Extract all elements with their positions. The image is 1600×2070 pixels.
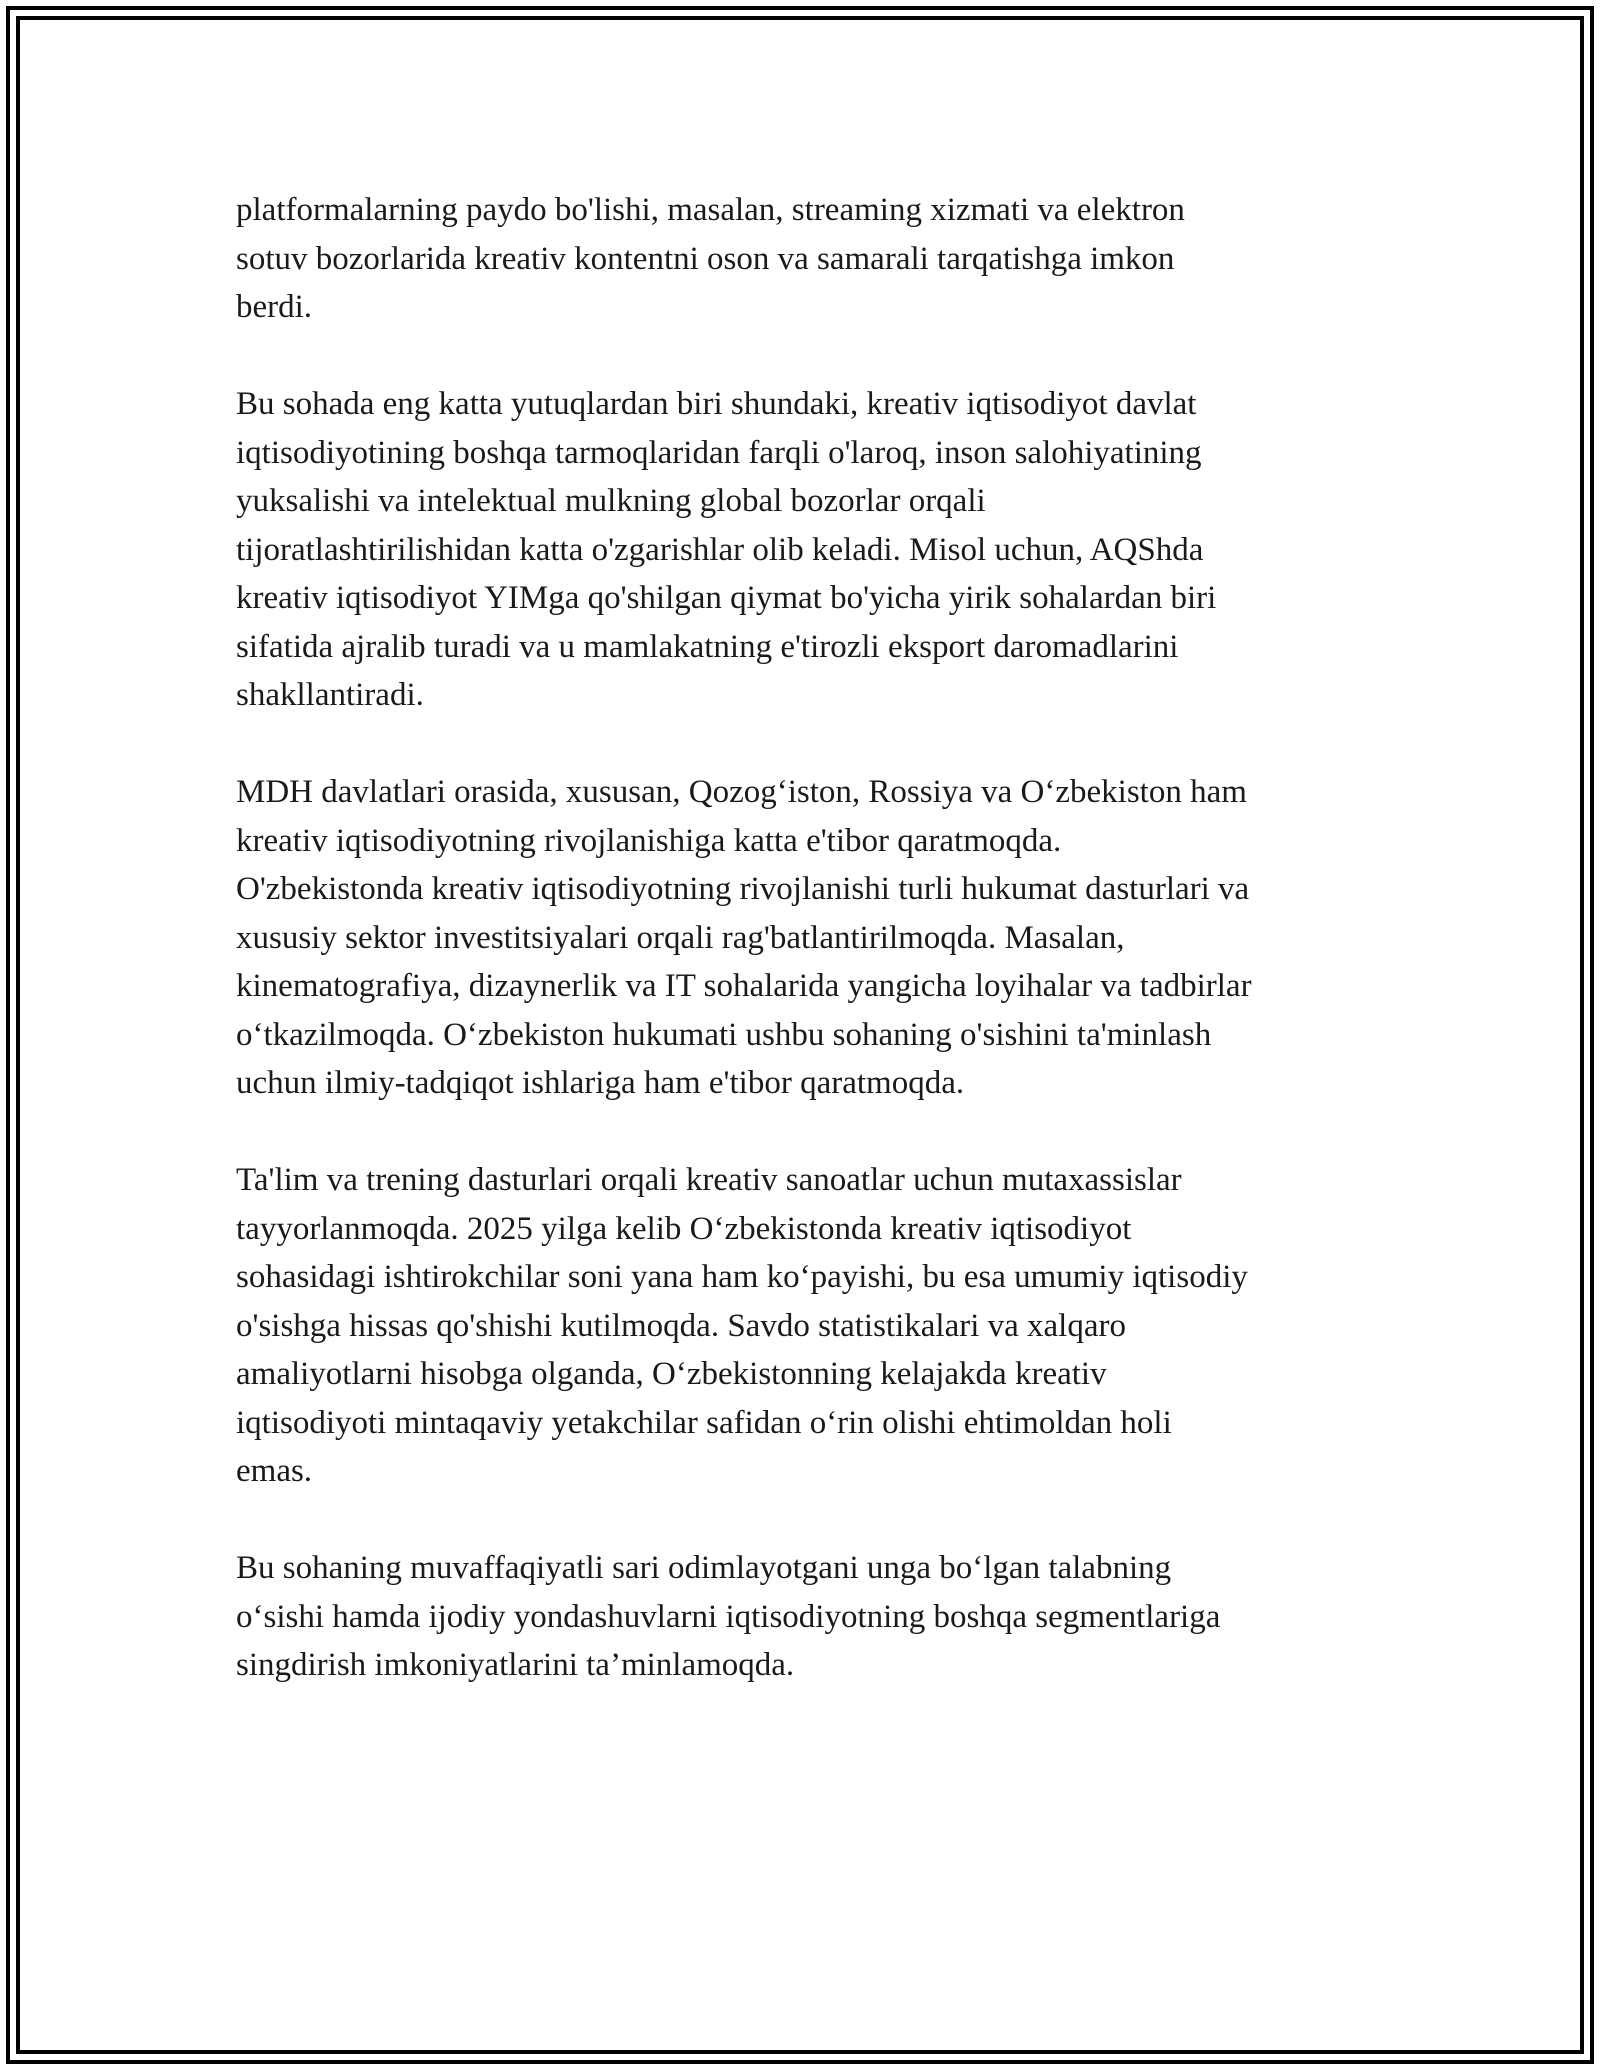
paragraph-achievements: Bu sohada eng katta yutuqlardan biri shundaki, kreativ iqtisodiyot davlat iqtisodiyotining boshqa tarmoqlaridan farqli o'laroq, inson salohiyatining yuksalishi va intelektual mulkning global bozorlar orqali tijoratlashtirilishidan katta o'zgarishlar olib keladi. Misol uchun, AQShda kreativ iqtisodiyot YIMga qo'shilgan qiymat bo'yicha yirik sohalardan biri sifatida ajralib turadi va u mamlakatning e'tirozli eksport daromadlarini shakllantiradi. [236,386,1217,713]
paragraph-education-training: Ta'lim va trening dasturlari orqali kreativ sanoatlar uchun mutaxassislar tayyorlanmoqda. 2025 yilga kelib O‘zbekistonda kreativ iqtisodiyot sohasidagi ishtirokchilar soni yana ham ko‘payishi, bu esa umumiy iqtisodiy o'sishga hissas qo'shishi kutilmoqda. Savdo statistikalari va xalqaro amaliyotlarni hisobga olganda, O‘zbekistonning kelajakda kreativ iqtisodiyoti mintaqaviy yetakchilar safidan o‘rin olishi ehtimoldan holi emas. [236,1162,1248,1489]
paragraph-conclusion: Bu sohaning muvaffaqiyatli sari odimlayotgani unga bo‘lgan talabning o‘sishi hamda ijodiy yondashuvlarni iqtisodiyotning boshqa segmentlariga singdirish imkoniyatlarini ta’minlamoqda. [236,1550,1221,1683]
paragraph-streaming-platforms: platformalarning paydo bo'lishi, masalan, streaming xizmati va elektron sotuv bozorlarida kreativ kontentni oson va samarali tarqatishga imkon berdi. [236,192,1185,325]
paragraph-cis-countries: MDH davlatlari orasida, xususan, Qozog‘iston, Rossiya va O‘zbekiston ham kreativ iqtisodiyotning rivojlanishiga katta e'tibor qaratmoqda. O'zbekistonda kreativ iqtisodiyotning rivojlanishi turli hukumat dasturlari va xususiy sektor investitsiyalari orqali rag'batlantirilmoqda. Masalan, kinematografiya, dizaynerlik va IT sohalarida yangicha loyihalar va tadbirlar o‘tkazilmoqda. O‘zbekiston hukumati ushbu sohaning o'sishini ta'minlash uchun ilmiy-tadqiqot ishlariga ham e'tibor qaratmoqda. [236,774,1252,1101]
document-body [236,186,1386,1738]
